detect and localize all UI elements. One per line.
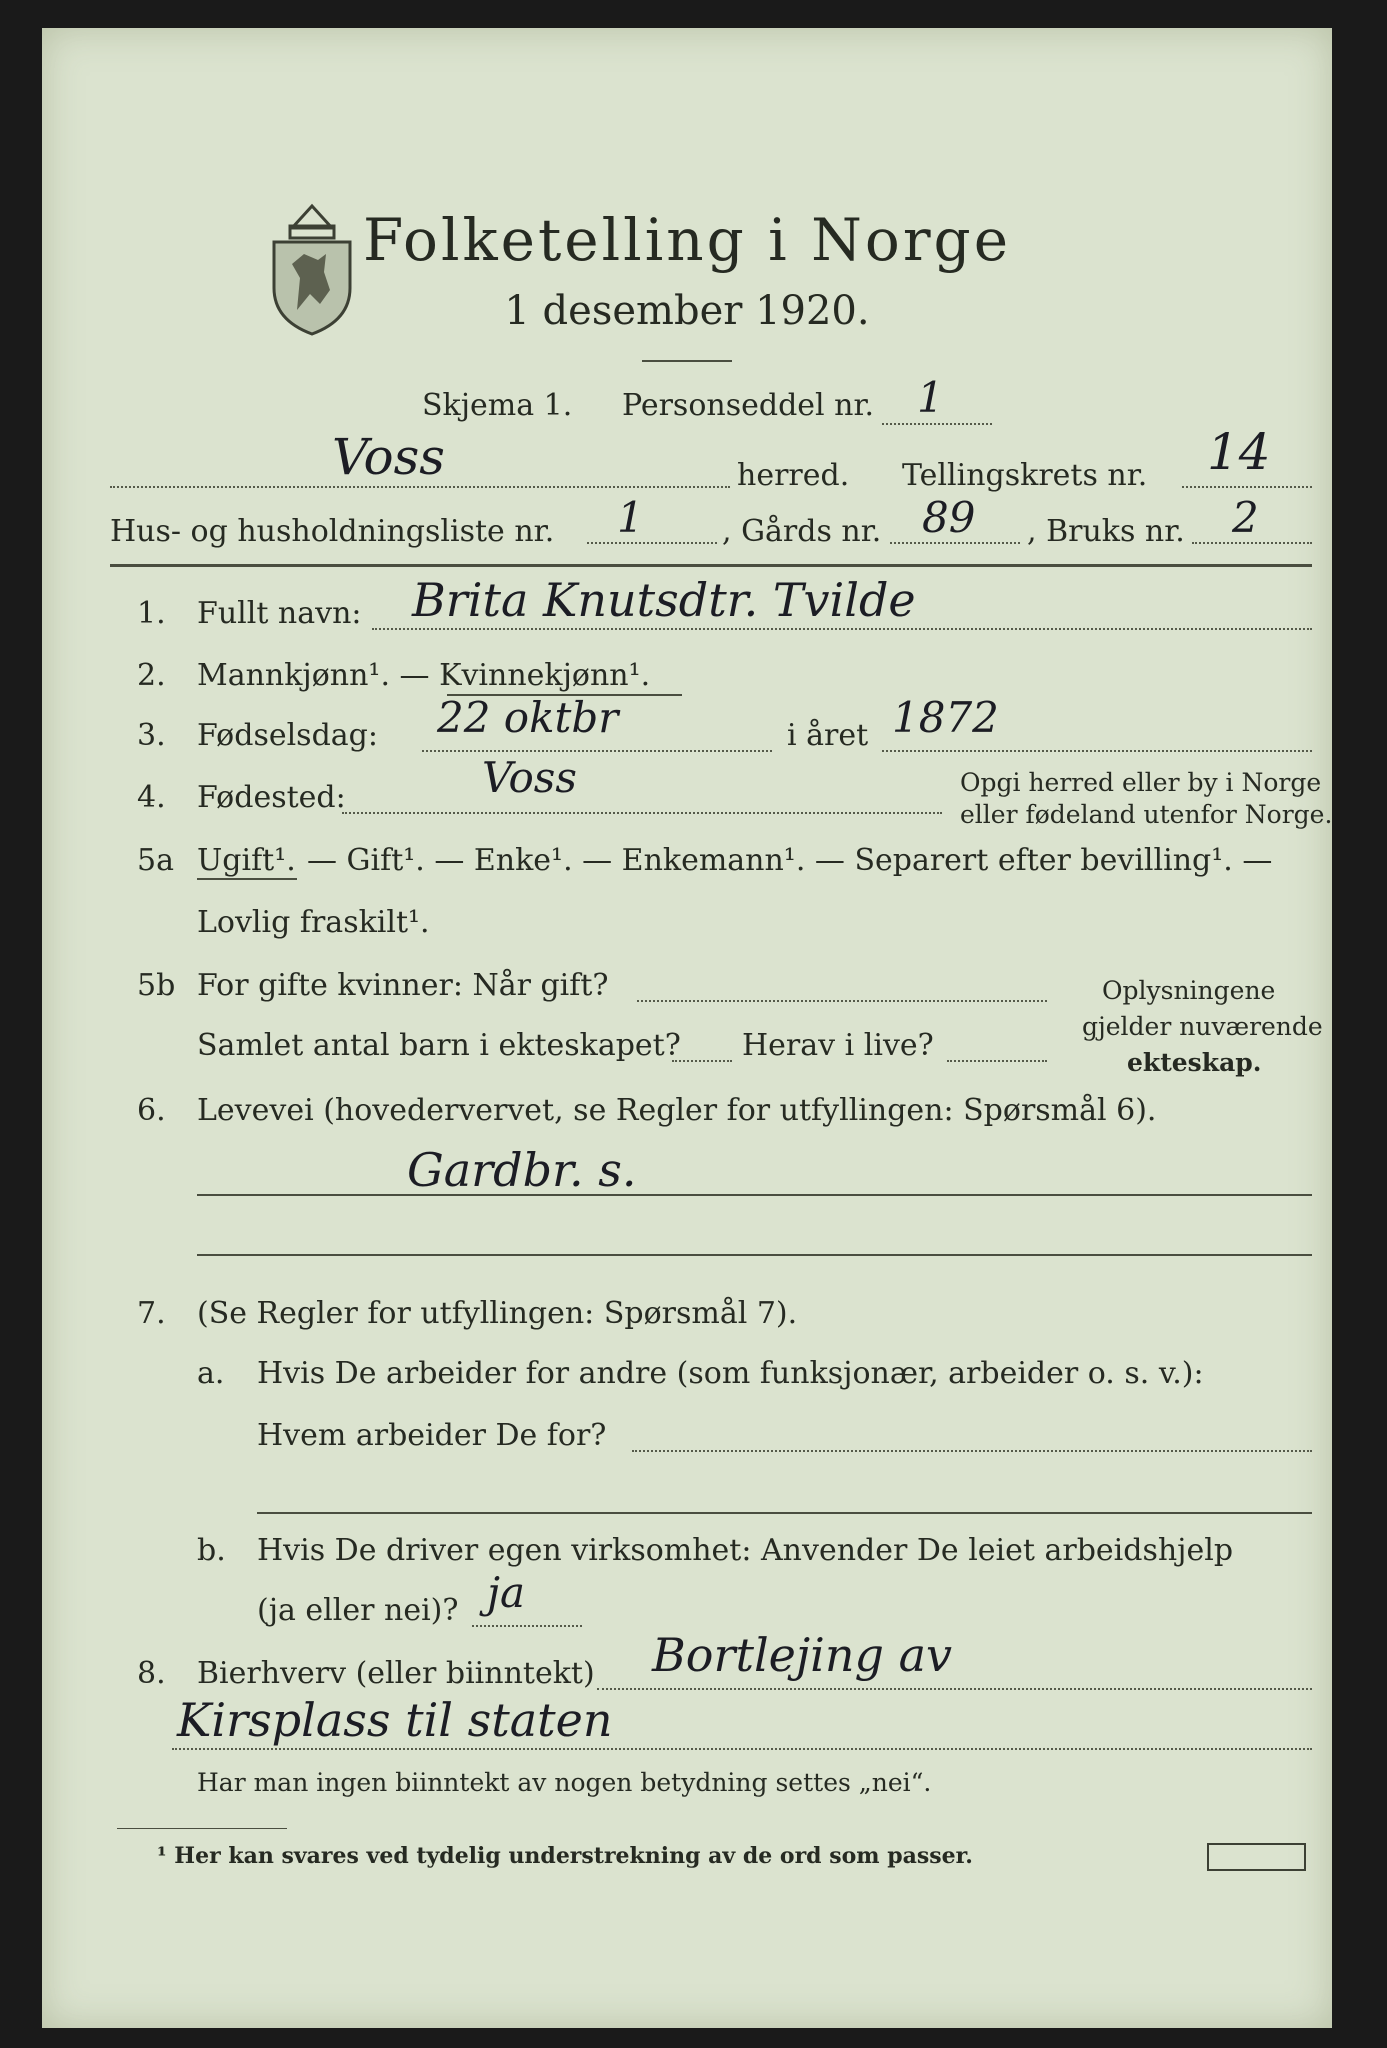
hus-label: Hus- og husholdningsliste nr. (110, 514, 555, 549)
q5b-line-2 (672, 1060, 732, 1062)
q6-line-1 (197, 1194, 1312, 1196)
q5b-line-1 (637, 1000, 1047, 1002)
tellingskrets-label: Tellingskrets nr. (902, 458, 1148, 493)
personseddel-label: Personseddel nr. (622, 388, 875, 423)
personseddel-value: 1 (917, 373, 944, 422)
footnote: ¹ Her kan svares ved tydelig understrekning av de ord som passer. (157, 1843, 973, 1869)
footnote-divider (117, 1828, 287, 1829)
bruks-label: , Bruks nr. (1027, 514, 1185, 549)
gards-label: , Gårds nr. (722, 514, 882, 549)
header-divider (110, 564, 1312, 567)
q4-number: 4. (137, 780, 166, 815)
occupation-value: Gardbr. s. (407, 1143, 637, 1197)
hus-value: 1 (617, 493, 644, 542)
printer-stamp (1207, 1843, 1306, 1871)
q3-label: Fødselsdag: (197, 718, 378, 753)
q1-line (372, 628, 1312, 630)
full-name-value: Brita Knutsdtr. Tvilde (412, 573, 916, 627)
herred-label: herred. (737, 458, 850, 493)
gards-value: 89 (922, 493, 976, 542)
q7-label: (Se Regler for utfyllingen: Spørsmål 7). (197, 1296, 798, 1331)
q4-label: Fødested: (197, 780, 346, 815)
title-divider (642, 360, 732, 362)
herred-value: Voss (332, 428, 445, 486)
q2-number: 2. (137, 658, 166, 693)
herred-line (110, 486, 730, 488)
q5b-note-2: gjelder nuværende (1082, 1012, 1323, 1041)
gards-line (890, 542, 1020, 544)
q5b-line-3 (947, 1060, 1047, 1062)
census-date: 1 desember 1920. (504, 288, 870, 334)
q5b-note-3: ekteskap. (1127, 1048, 1262, 1077)
hus-line (587, 542, 717, 544)
q6-line-2 (197, 1254, 1312, 1256)
hired-help-value: ja (487, 1568, 526, 1617)
q7a-line-extra (257, 1512, 1312, 1514)
q5b-label-3: Herav i live? (742, 1028, 934, 1063)
q5b-label-1: For gifte kvinner: Når gift? (197, 968, 609, 1003)
q7a-line-1: Hvis De arbeider for andre (som funksjonær, arbeider o. s. v.): (257, 1356, 1204, 1391)
q7a-number: a. (197, 1356, 225, 1391)
q3-line (422, 750, 772, 752)
bruks-line (1192, 542, 1312, 544)
q8-line-1 (597, 1688, 1312, 1690)
census-form (42, 28, 1332, 2028)
birthplace-value: Voss (482, 753, 577, 802)
q7b-number: b. (197, 1533, 226, 1568)
bruks-value: 2 (1232, 493, 1259, 542)
q5b-note-1: Oplysningene (1102, 976, 1276, 1005)
q4-line (342, 812, 942, 814)
ugift-option: Ugift¹. (197, 843, 296, 878)
skjema-label: Skjema 1. (422, 388, 573, 423)
form-title: Folketelling i Norge (362, 206, 1012, 274)
year-label: i året (787, 718, 869, 753)
q5b-number: 5b (137, 968, 176, 1003)
q5a-number: 5a (137, 843, 174, 878)
side-income-value-2: Kirsplass til staten (177, 1693, 613, 1747)
q8-label: Bierhverv (eller biinntekt) (197, 1656, 595, 1691)
q7a-answer-line (632, 1450, 1312, 1452)
q7-number: 7. (137, 1296, 166, 1331)
birthday-value: 22 oktbr (437, 693, 619, 742)
q4-note-2: eller fødeland utenfor Norge. (960, 800, 1333, 829)
q5b-label-2: Samlet antal barn i ekteskapet? (197, 1028, 681, 1063)
q7b-line-2: (ja eller nei)? (257, 1593, 459, 1628)
tellingskrets-value: 14 (1207, 423, 1271, 481)
gender-options: Mannkjønn¹. — Kvinnekjønn¹. (197, 658, 651, 693)
q7a-line-2: Hvem arbeider De for? (257, 1418, 607, 1453)
side-income-value-1: Bortlejing av (652, 1628, 952, 1682)
q8-number: 8. (137, 1656, 166, 1691)
ugift-underline (197, 878, 297, 880)
q8-line-2 (172, 1748, 1312, 1750)
q7b-line-1: Hvis De driver egen virksomhet: Anvender De leiet arbeidshjelp (257, 1533, 1234, 1568)
marital-options-2: Lovlig fraskilt¹. (197, 905, 430, 940)
tellingskrets-line (1182, 486, 1312, 488)
q6-number: 6. (137, 1093, 166, 1128)
birth-year-value: 1872 (892, 693, 999, 742)
marital-options: — Gift¹. — Enke¹. — Enkemann¹. — Separert efter bevilling¹. — (307, 843, 1273, 878)
q6-label: Levevei (hovedervervet, se Regler for utfyllingen: Spørsmål 6). (197, 1093, 1157, 1128)
q8-note: Har man ingen biinntekt av nogen betydning settes „nei“. (197, 1768, 932, 1797)
q1-number: 1. (137, 596, 166, 631)
q1-label: Fullt navn: (197, 596, 362, 631)
q4-note-1: Opgi herred eller by i Norge (960, 768, 1322, 797)
q7b-answer-line (472, 1625, 582, 1627)
year-line (882, 750, 1312, 752)
q3-number: 3. (137, 718, 166, 753)
personseddel-line (882, 423, 992, 425)
